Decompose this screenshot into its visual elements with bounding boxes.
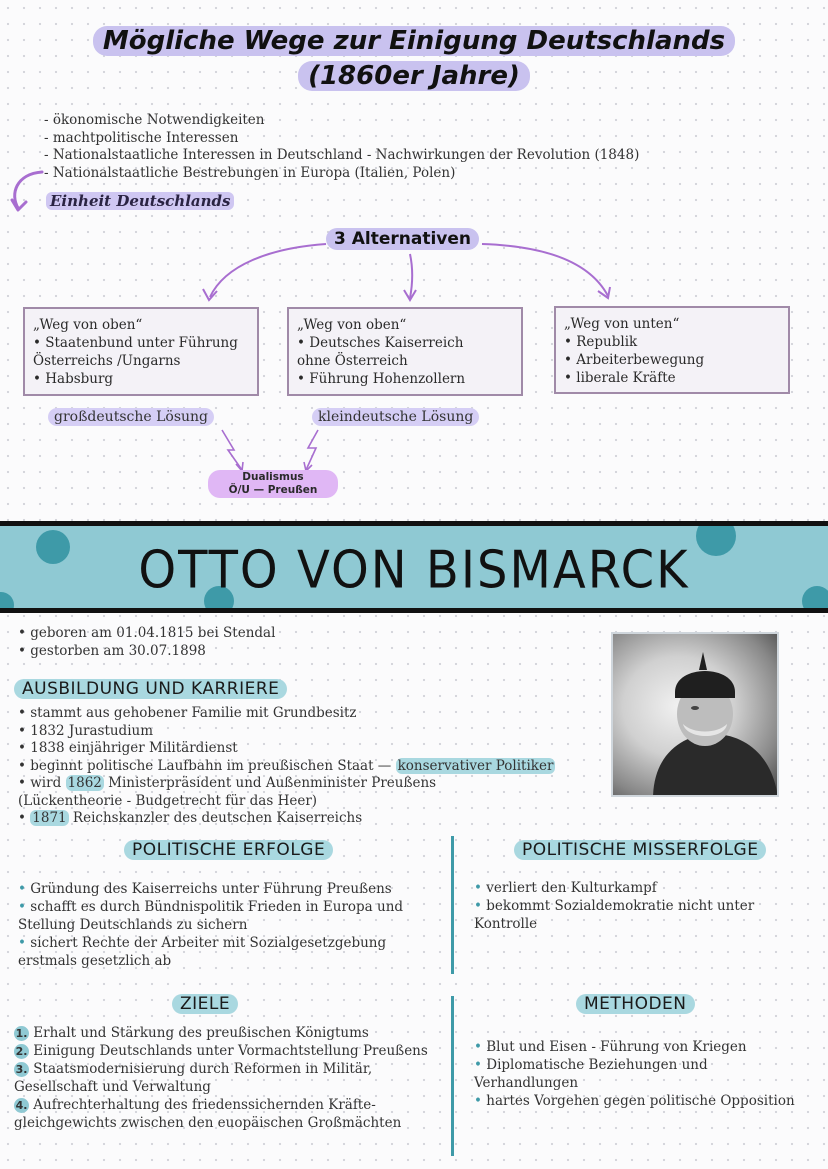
misserfolge-list: • verliert den Kulturkampf • bekommt Sozialdemokratie nicht unter Kontrolle: [474, 880, 755, 932]
bismarck-banner: [0, 521, 828, 613]
lightning-arrows: [200, 428, 340, 474]
ziele-heading: ZIELE: [172, 994, 238, 1014]
reason-item: - machtpolitische Interessen: [44, 129, 239, 146]
bismarck-portrait: [611, 632, 779, 797]
column-divider: [451, 836, 454, 974]
alternative-box-kleindeutsch: „Weg von oben“ • Deutsches Kaiserreich ohne Österreich • Führung Hohenzollern: [287, 307, 523, 396]
kleindeutsche-loesung-label: kleindeutsche Lösung: [312, 408, 479, 426]
banner-title: OTTO VON BISMARCK: [138, 539, 690, 601]
ausbildung-list: • stammt aus gehobener Familie mit Grundbesitz • 1832 Jurastudium • 1838 einjähriger Militärdienst • beginnt politische Laufbahn im preußischen Staat — konservativer Politiker • wird 1862 Ministerpräsident und Außenminister Preußens (Lückentheorie - Budgetrecht für das Heer) • 1871 Reichskanzler des deutschen Kaiserreichs: [18, 705, 554, 826]
page-subtitle: (1860er Jahre): [0, 61, 828, 91]
curved-arrow-icon: [8, 166, 48, 216]
alternative-box-grossdeutsch: „Weg von oben“ • Staatenbund unter Führung Österreichs /Ungarns • Habsburg: [23, 307, 259, 396]
portrait-illustration-icon: [613, 634, 779, 797]
reasons-list: [44, 112, 639, 182]
alternatives-arrows: [0, 236, 828, 306]
ziel-item: 3. Staatsmodernisierung durch Reformen in Militär, Gesellschaft und Verwaltung: [14, 1061, 373, 1095]
dualismus-badge: Dualismus Ö/U — Preußen: [208, 470, 338, 498]
ziel-item: 2. Einigung Deutschlands unter Vormachtstellung Preußens: [15, 1043, 428, 1059]
ziel-item: 1. Erhalt und Stärkung des preußischen Königtums: [15, 1025, 369, 1041]
alternative-box-republik: „Weg von unten“ • Republik • Arbeiterbewegung • liberale Kräfte: [554, 306, 790, 394]
misserfolge-heading: POLITISCHE MISSERFOLGE: [514, 840, 766, 860]
alternatives-label: 3 Alternativen: [326, 228, 479, 250]
erfolge-list: • Gründung des Kaiserreichs unter Führung Preußens • schafft es durch Bündnispolitik Frieden in Europa und Stellung Deutschlands zu sichern • sichert Rechte der Arbeiter mit Sozialgesetzgebung erstmals gesetzlich ab: [18, 881, 404, 969]
methoden-list: • Blut und Eisen - Führung von Kriegen • Diplomatische Beziehungen und Verhandlungen • hartes Vorgehen gegen politische Opposition: [474, 1039, 795, 1109]
reason-item: - Nationalstaatliche Bestrebungen in Europa (Italien, Polen): [44, 164, 456, 181]
grossdeutsche-loesung-label: großdeutsche Lösung: [48, 408, 214, 426]
reason-item: - ökonomische Notwendigkeiten: [44, 112, 265, 128]
column-divider: [451, 996, 454, 1156]
erfolge-heading: POLITISCHE ERFOLGE: [124, 840, 333, 860]
reason-item: - Nationalstaatliche Interessen in Deutschland - Nachwirkungen der Revolution (1848): [44, 147, 640, 163]
ziel-item: 4. Aufrechterhaltung des friedenssichernden Kräfte-gleichgewichts zwischen den euopäischen Großmächten: [14, 1097, 402, 1131]
life-dates: • geboren am 01.04.1815 bei Stendal • gestorben am 30.07.1898: [18, 625, 276, 659]
methoden-heading: METHODEN: [576, 994, 695, 1014]
ausbildung-heading: AUSBILDUNG UND KARRIERE: [14, 679, 287, 699]
ziele-list: [14, 1024, 446, 1132]
einheit-label: Einheit Deutschlands: [46, 192, 234, 210]
page-title: Mögliche Wege zur Einigung Deutschlands: [0, 26, 828, 56]
